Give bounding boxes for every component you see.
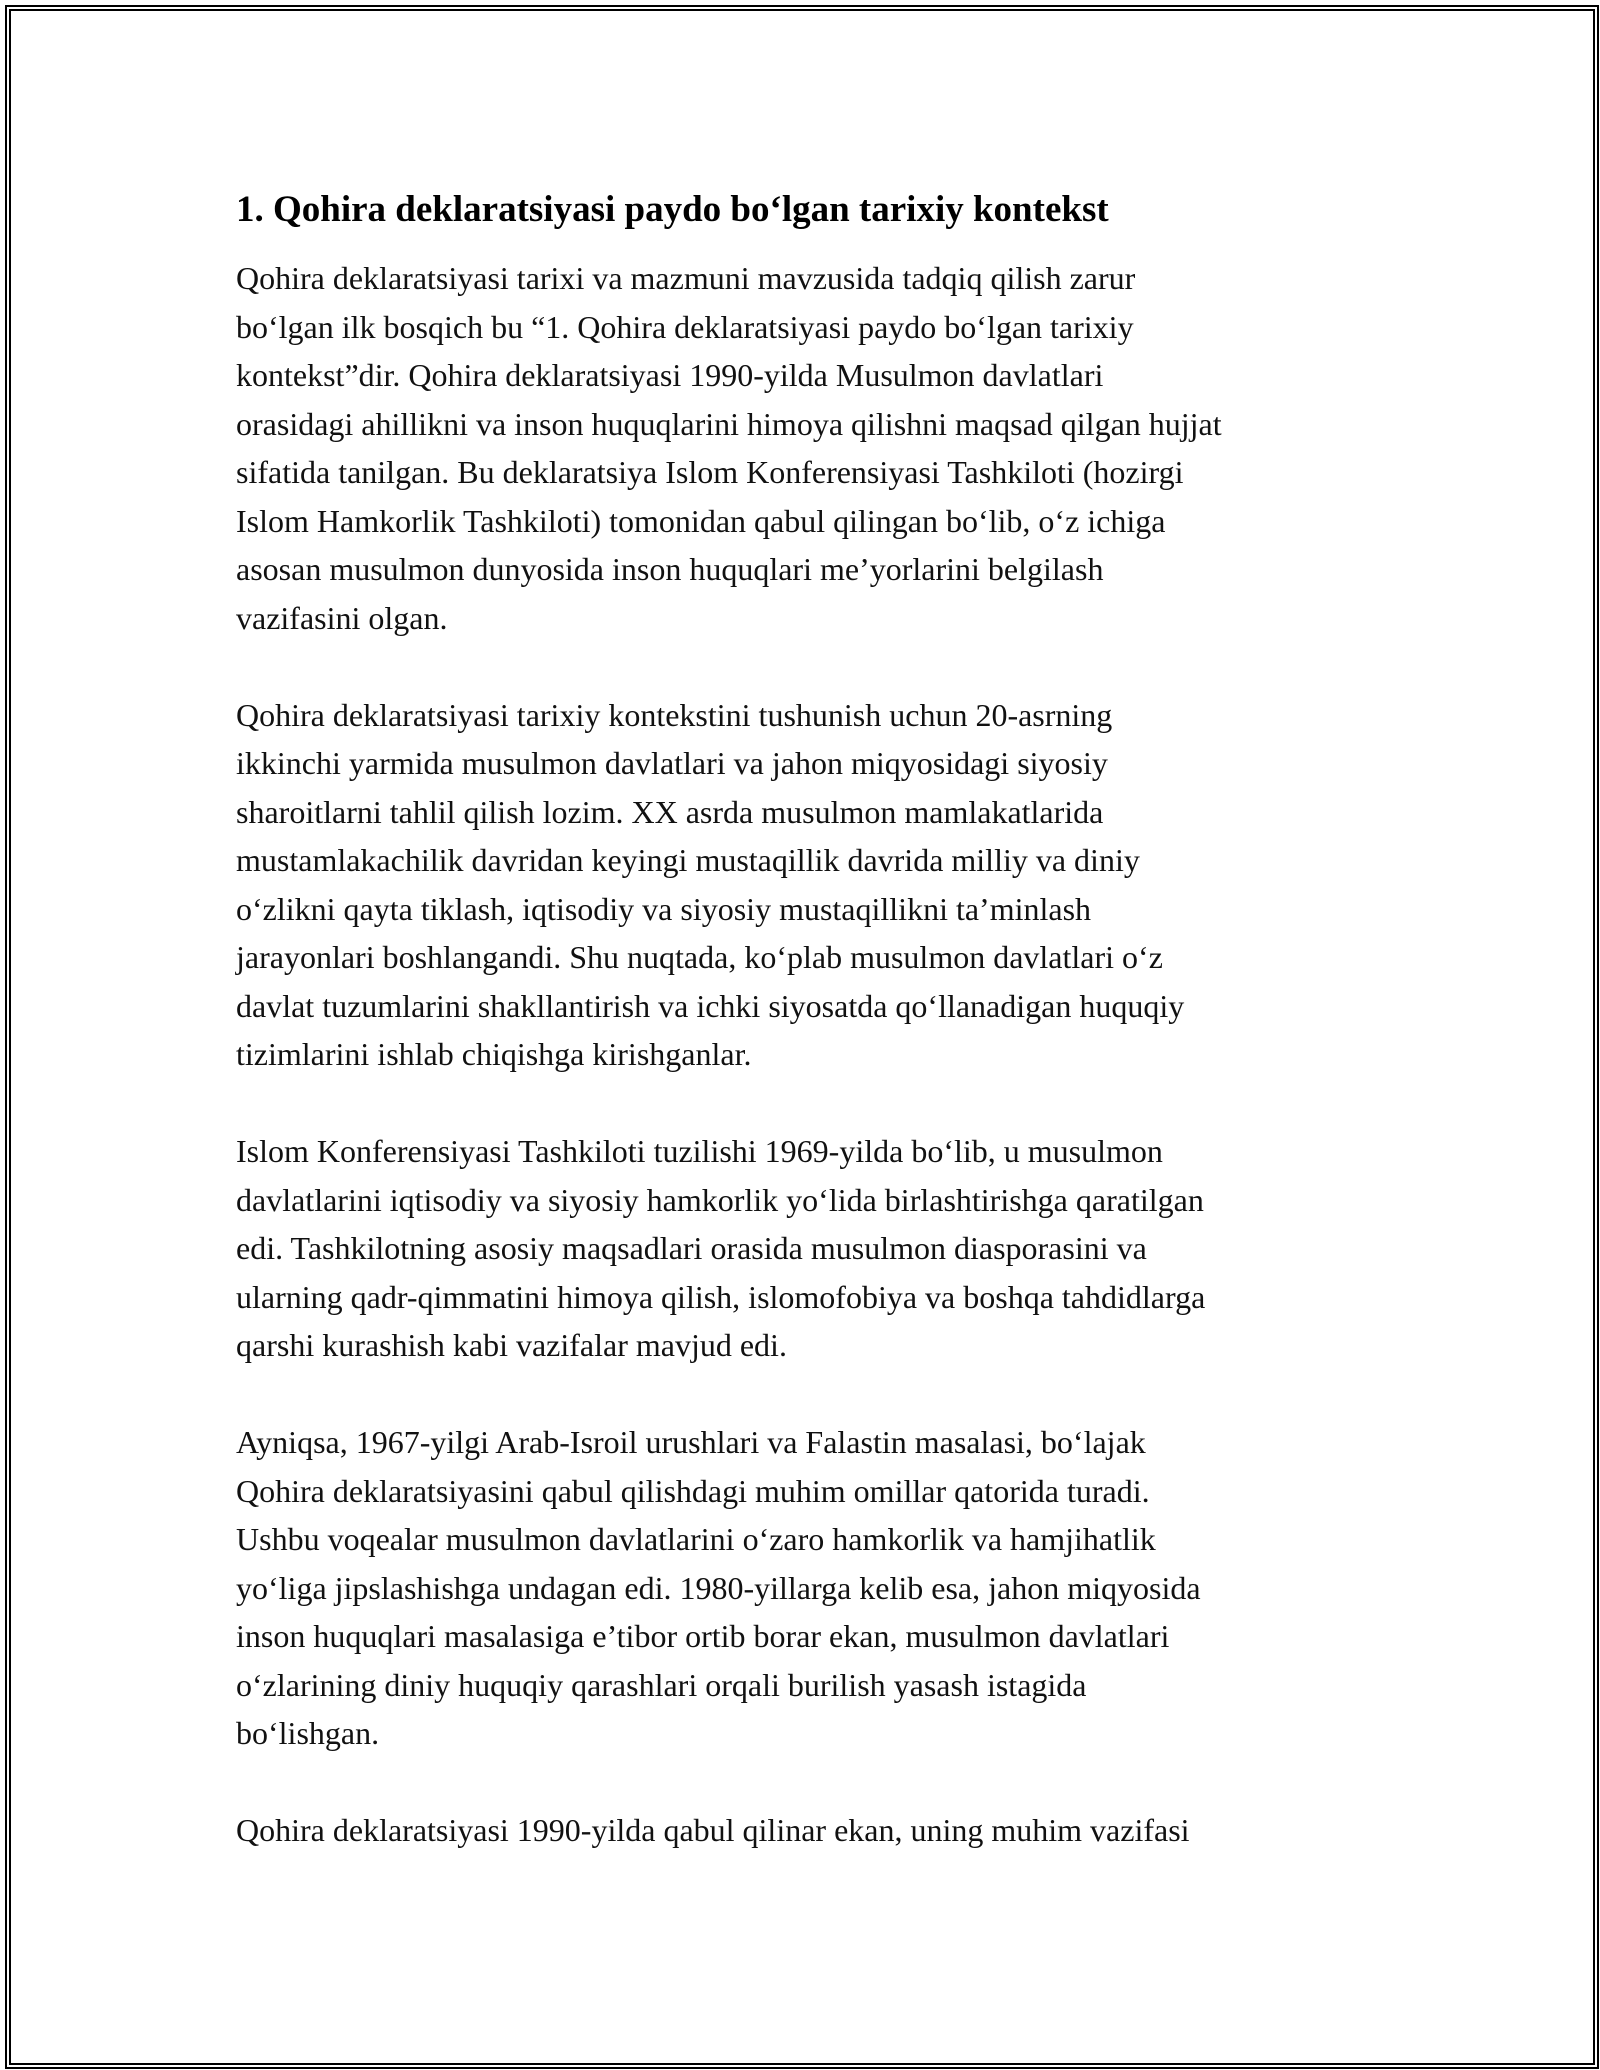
text-line: Qohira deklaratsiyasi 1990-yilda qabul qilinar ekan, uning muhim vazifasi <box>236 1812 1190 1848</box>
text-line: vazifasini olgan. <box>236 599 448 636</box>
text-line: davlat tuzumlarini shakllantirish va ichki siyosatda qo‘llanadigan huquqiy <box>236 987 1185 1024</box>
paragraph <box>236 1127 1376 1370</box>
text-line: Qohira deklaratsiyasini qabul qilishdagi muhim omillar qatorida turadi. <box>236 1472 1150 1509</box>
text-line: o‘zlikni qayta tiklash, iqtisodiy va siyosiy mustaqillikni ta’minlash <box>236 890 1092 927</box>
text-line: o‘zlarining diniy huquqiy qarashlari orqali burilish yasash istagida <box>236 1666 1087 1703</box>
text-line: tizimlarini ishlab chiqishga kirishganlar. <box>236 1036 752 1072</box>
paragraph <box>236 691 1376 1079</box>
text-line: bo‘lishgan. <box>236 1715 380 1751</box>
paragraph <box>236 254 1376 642</box>
paragraphs-container <box>236 254 1376 1855</box>
document-body <box>236 186 1376 1903</box>
text-line: inson huquqlari masalasiga e’tibor ortib borar ekan, musulmon davlatlari <box>236 1618 1170 1654</box>
text-line: kontekst”dir. Qohira deklaratsiyasi 1990-yilda Musulmon davlatlari <box>236 357 1104 393</box>
text-line: Ayniqsa, 1967-yilgi Arab-Isroil urushlari va Falastin masalasi, bo‘lajak <box>236 1424 1146 1460</box>
text-line: davlatlarini iqtisodiy va siyosiy hamkorlik yo‘lida birlashtirishga qaratilgan <box>236 1181 1204 1218</box>
text-line: Qohira deklaratsiyasi tarixiy kontekstini tushunish uchun 20-asrning <box>236 696 1113 733</box>
text-line: asosan musulmon dunyosida inson huquqlari me’yorlarini belgilash <box>236 551 1104 587</box>
text-line: Qohira deklaratsiyasi tarixi va mazmuni mavzusida tadqiq qilish zarur <box>236 260 1136 296</box>
paragraph <box>236 1806 1376 1855</box>
text-line: sharoitlarni tahlil qilish lozim. XX asrda musulmon mamlakatlarida <box>236 793 1104 830</box>
text-line: Islom Konferensiyasi Tashkiloti tuzilishi 1969-yilda bo‘lib, u musulmon <box>236 1133 1163 1169</box>
text-line: qarshi kurashish kabi vazifalar mavjud edi. <box>236 1327 787 1363</box>
text-line: sifatida tanilgan. Bu deklaratsiya Islom Konferensiyasi Tashkiloti (hozirgi <box>236 454 1184 490</box>
text-line: bo‘lgan ilk bosqich bu “1. Qohira deklaratsiyasi paydo bo‘lgan tarixiy <box>236 308 1134 345</box>
section-heading: 1. Qohira deklaratsiyasi paydo bo‘lgan tarixiy kontekst <box>236 189 1109 230</box>
text-line: ikkinchi yarmida musulmon davlatlari va jahon miqyosidagi siyosiy <box>236 745 1108 781</box>
text-line: orasidagi ahillikni va inson huquqlarini himoya qilishni maqsad qilgan hujjat <box>236 405 1222 442</box>
paragraph <box>236 1418 1376 1758</box>
text-line: jarayonlari boshlangandi. Shu nuqtada, ko‘plab musulmon davlatlari o‘z <box>236 939 1163 975</box>
text-line: yo‘liga jipslashishga undagan edi. 1980-yillarga kelib esa, jahon miqyosida <box>236 1569 1201 1606</box>
text-line: Islom Hamkorlik Tashkiloti) tomonidan qabul qilingan bo‘lib, o‘z ichiga <box>236 502 1166 539</box>
text-line: mustamlakachilik davridan keyingi mustaqillik davrida milliy va diniy <box>236 842 1140 878</box>
text-line: Ushbu voqealar musulmon davlatlarini o‘zaro hamkorlik va hamjihatlik <box>236 1521 1156 1557</box>
text-line: ularning qadr-qimmatini himoya qilish, islomofobiya va boshqa tahdidlarga <box>236 1278 1206 1315</box>
text-line: edi. Tashkilotning asosiy maqsadlari orasida musulmon diasporasini va <box>236 1230 1147 1266</box>
